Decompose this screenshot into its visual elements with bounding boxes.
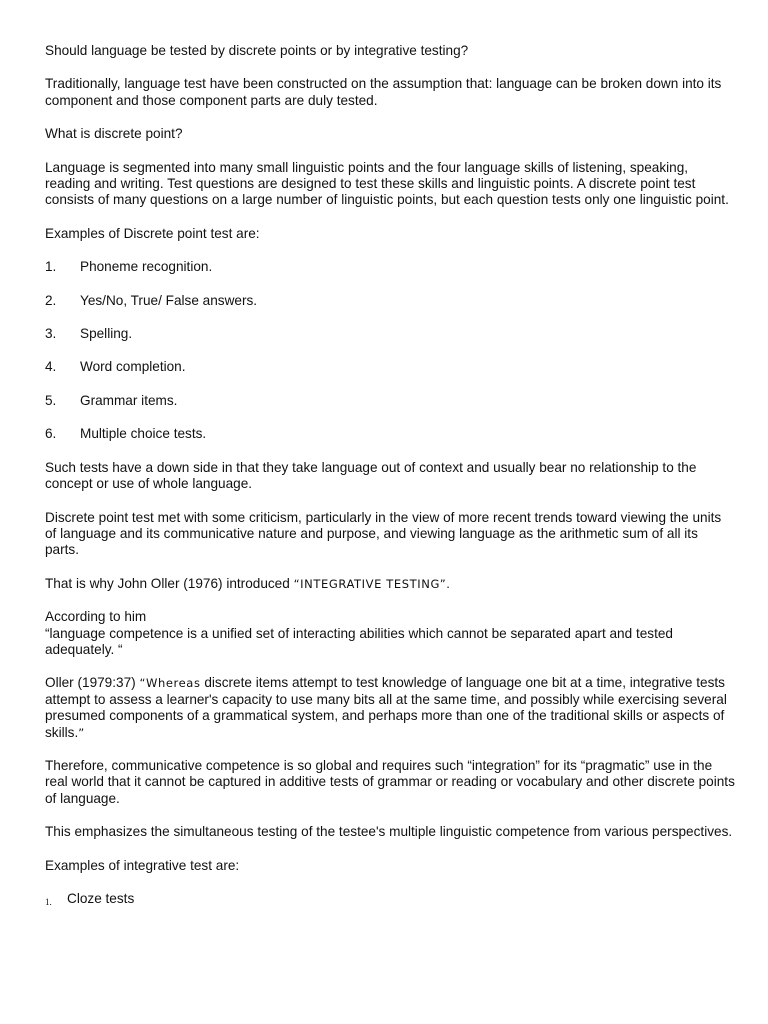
paragraph-segmented: Language is segmented into many small linguistic points and the four language skills of listening, speaking, reading and writing. Test questions are designed to test these skills and linguistic points. A discrete point test consists of many questions on a large number of linguistic points, but each question tests only one linguistic point. xyxy=(45,159,729,208)
integrative-examples-list xyxy=(45,891,735,910)
list-item xyxy=(45,259,735,275)
question-discrete: What is discrete point? xyxy=(45,126,183,142)
examples-integrative-heading: Examples of integrative test are: xyxy=(45,857,240,873)
list-item xyxy=(45,891,735,910)
list-number: 3. xyxy=(45,326,57,342)
integrative-testing-term: “INTEGRATIVE TESTING”. xyxy=(293,576,451,591)
list-text: Word completion. xyxy=(80,359,186,375)
question-title: Should language be tested by discrete points or by integrative testing? xyxy=(45,43,469,58)
list-number: 1. xyxy=(45,259,57,275)
oller-intro-text: That is why John Oller (1976) introduced xyxy=(45,575,294,591)
list-item xyxy=(45,393,735,409)
document-page xyxy=(45,43,735,910)
list-item xyxy=(45,293,735,309)
list-item xyxy=(45,326,735,342)
list-number: 6. xyxy=(45,426,57,442)
oller-1979-cite: Oller (1979:37) xyxy=(45,675,140,691)
paragraph-criticism: Discrete point test met with some criticism, particularly in the view of more recent trends toward viewing the units of language and its communicative nature and purpose, and viewing language as the arithmetic sum of all its parts. xyxy=(45,509,722,558)
list-text: Multiple choice tests. xyxy=(80,426,207,442)
paragraph-therefore: Therefore, communicative competence is so global and requires such “integration” for its “pragmatic” use in the real world that it cannot be captured in additive tests of grammar or reading or vocabulary and other discrete points of language. xyxy=(45,757,735,806)
list-number: 1. xyxy=(45,897,52,907)
paragraph-traditional: Traditionally, language test have been constructed on the assumption that: language can be broken down into its component and those component parts are duly tested. xyxy=(45,76,722,108)
paragraph-oller-1979 xyxy=(45,675,735,741)
list-text: Grammar items. xyxy=(80,392,178,408)
according-label: According to him xyxy=(45,609,147,625)
list-number: 2. xyxy=(45,292,57,308)
list-text: Cloze tests xyxy=(67,891,135,906)
whereas-word: “Whereas xyxy=(139,676,201,691)
competence-quote: “language competence is a unified set of interacting abilities which cannot be separated apart and tested adequately. “ xyxy=(45,625,673,657)
list-number: 5. xyxy=(45,392,57,408)
list-text: Yes/No, True/ False answers. xyxy=(80,292,258,308)
list-text: Spelling. xyxy=(80,326,133,342)
oller-1979-text: discrete items attempt to test knowledge of language one bit at a time, integrative tests attempt to assess a learner's capacity to use many bits all at the same time, and possibly while exercising several presumed components of a grammatical system, and perhaps more than one of the traditional skills or aspects of skills. xyxy=(45,675,727,740)
list-number: 4. xyxy=(45,359,57,375)
discrete-examples-list xyxy=(45,259,735,442)
list-text: Phoneme recognition. xyxy=(80,259,213,275)
closing-quote: ” xyxy=(78,725,85,740)
list-item xyxy=(45,359,735,375)
examples-discrete-heading: Examples of Discrete point test are: xyxy=(45,225,260,241)
list-item xyxy=(45,426,735,442)
paragraph-downside: Such tests have a down side in that they take language out of context and usually bear no relationship to the concept or use of whole language. xyxy=(45,459,697,492)
paragraph-oller-intro xyxy=(45,576,735,592)
paragraph-emphasizes: This emphasizes the simultaneous testing of the testee's multiple linguistic competence from various perspectives. xyxy=(45,824,733,840)
